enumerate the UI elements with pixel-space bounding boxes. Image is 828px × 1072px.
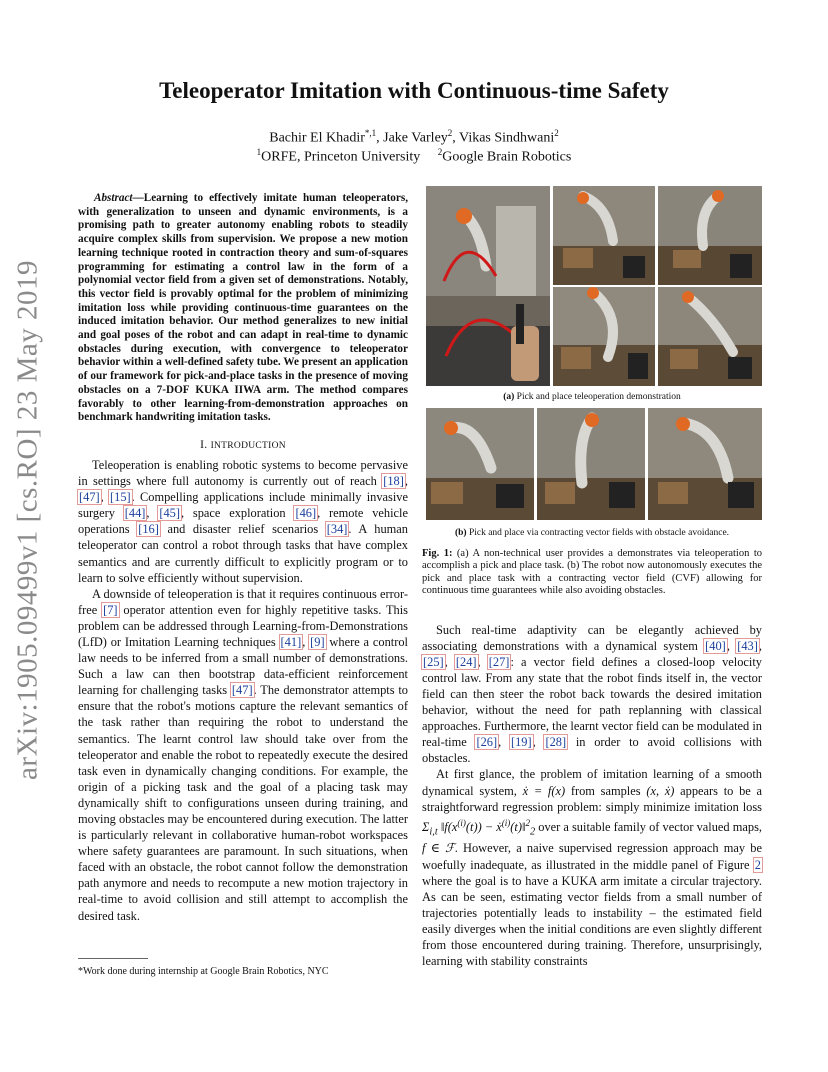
figure-1-caption <box>422 548 762 598</box>
subfig-label-a: (a) <box>503 392 515 402</box>
arxiv-sidebar <box>8 259 48 781</box>
robot-photo-b2 <box>537 408 645 520</box>
subfig-label-b: (b) <box>454 528 467 538</box>
author-list: Bachir El Khadir$^{*,1}$, Jake Varley$^2$, Vikas Sindhwani$^2$ <box>269 128 559 146</box>
abstract-lead: Abstract <box>94 192 133 204</box>
citation-link[interactable]: [40] <box>705 638 726 653</box>
teleop-photo-main <box>426 186 550 386</box>
citation-link[interactable]: [27] <box>488 654 510 669</box>
citation-link[interactable]: [18] <box>383 474 404 489</box>
citation-link[interactable]: [44] <box>124 506 146 521</box>
abstract-body: —Learning to effectively imitate human teleoperators, with generalization to unseen and dynamic environments, is a promising path to greater autonomy enabling robots to steadily acquire complex skills from supervision. We propose a new motion learning technique rooted in contraction theory and sum-of-squares programming for estimating a control law in the form of a polynomial vector field from a given set of demonstrations. Notably, this vector field is provably optimal for the problem of minimizing imitation loss while providing continuous-time guarantees on the induced imitation behavior. Our method generalizes to new initial and goal poses of the robot and can adapt in real-time to dynamic obstacles during execution, with convergence to teleoperator behavior within a well-defined safety tube. We present an application of our framework for pick-and-place tasks in the presence of moving obstacles on a 7-DOF KUKA IIWA arm. The method compares favorably to other learning-from-demonstration approaches on benchmark handwriting imitation tasks. <box>78 192 408 424</box>
citation-link[interactable]: [43] <box>737 638 758 653</box>
footnote: *Work done during internship at Google Brain Robotics, NYC <box>78 966 329 977</box>
paper-title: Teleoperator Imitation with Continuous-time Safety <box>159 78 669 103</box>
footnote-rule <box>78 958 148 959</box>
right-paragraph-2: At first glance, the problem of imitation learning of a smooth dynamical system, ẋ = f(x) from samples (x, ẋ) appears to be a straightforward regression problem: simply minimize imitation loss $\Sigma_{i,t}$ $‖f(x^{(i)}(t))$ − ẋ$^{(i)}$(t)‖$^2_2$ over a suitable family of vector valued maps, f ∈ ℱ. However, a naive supervised regression approach may be woefully inadequate, as illustrated in the middle panel of Figure 2 where the goal is to have a KUKA arm imitate a circular trajectory. As can be seen, estimating vector fields from a small number of trajectories potentially leads to instability – the estimated field easily diverges when the initial conditions are even slightly different from those encountered during training. Therefore, unsurprisingly, learning with stability constraints <box>422 767 762 969</box>
section-number: I. <box>200 438 208 451</box>
figure-link[interactable]: 2 <box>754 857 761 872</box>
subfig-caption-b: Pick and place via contracting vector fields with obstacle avoidance. <box>468 528 730 538</box>
intro-paragraph-1: Teleoperation is enabling robotic systems to become pervasive in settings where full autonomy is currently out of reach [18], [47], [15]. Compelling applications include minimally invasive surgery [44], [45], space exploration [46], remote vehicle operations [16] and disaster relief scenarios [34]. A human teleoperator can control a robot through tasks that have complex semantics and are currently difficult to explicitly program or to learn to solve efficiently without supervision. <box>78 457 408 585</box>
citation-link[interactable]: [41] <box>280 634 302 649</box>
citation-link[interactable]: [9] <box>310 634 325 649</box>
figure-label: Fig. 1: <box>422 548 453 559</box>
citation-link[interactable]: [45] <box>159 506 180 521</box>
arxiv-identifier: arXiv:1905.09499v1 [cs.RO] 23 May 2019 <box>11 259 44 781</box>
citation-link[interactable]: [7] <box>103 602 118 617</box>
citation-link[interactable]: [16] <box>138 522 159 537</box>
citation-link[interactable]: [24] <box>455 654 477 669</box>
robot-photo-b1 <box>426 408 534 520</box>
figure-1b-caption <box>422 528 762 538</box>
abstract <box>78 192 408 425</box>
right-paragraph-1: Such real-time adaptivity can be elegantly achieved by associating demonstrations with a dynamical system [40], [43], [25], [24], [27]: a vector field defines a closed-loop velocity control law. From any state that the robot finds itself in, the vector field can then steer the robot back towards the desired imitation behavior, without the need for path replanning with classical approaches. Furthermore, the learnt vector field can be modulated in real-time [26], [19], [28] in order to avoid collisions with obstacles. <box>422 622 762 766</box>
figure-1a <box>422 186 762 388</box>
citation-link[interactable]: [26] <box>476 735 498 750</box>
left-column <box>78 192 408 924</box>
citation-link[interactable]: [28] <box>545 735 567 750</box>
figure-1a-caption <box>422 392 762 402</box>
figure-1b <box>422 408 762 520</box>
robot-photo-a2 <box>658 186 762 285</box>
robot-photo-a1 <box>553 186 655 285</box>
citation-link[interactable]: [34] <box>326 522 348 537</box>
robot-photo-a4 <box>658 287 762 386</box>
citation-link[interactable]: [46] <box>295 506 317 521</box>
right-column <box>422 186 762 969</box>
citation-link[interactable]: [15] <box>110 490 131 505</box>
citation-link[interactable]: [47] <box>79 490 100 505</box>
figure-caption-text: (a) A non-technical user provides a demonstrates via teleoperation to accomplish a pick and place task. (b) The robot now autonomously executes the pick and place task with a contracting vector field (CVF) allowing for continuous time guarantees while also avoiding obstacles. <box>422 548 762 597</box>
robot-photo-a3 <box>553 287 655 386</box>
subfig-caption-a: Pick and place teleoperation demonstration <box>516 392 681 402</box>
section-title: INTRODUCTION <box>210 440 286 451</box>
citation-link[interactable]: [47] <box>231 683 253 698</box>
robot-photo-b3 <box>648 408 762 520</box>
section-heading-introduction <box>78 439 408 451</box>
citation-link[interactable]: [19] <box>510 735 532 750</box>
intro-paragraph-2: A downside of teleoperation is that it requires continuous error-free [7] operator attention even for highly repetitive tasks. This problem can be addressed through Learning-from-Demonstrations (LfD) or Imitation Learning techniques [41], [9] where a control law needs to be inferred from a small number of demonstrations. Such a law can then bootstrap data-efficient reinforcement learning for challenging tasks [47]. The demonstrator attempts to ensure that the robot's motions capture the relevant semantics of the task rather than requiring the robot to understand the semantics. The learnt control law should take over from the teleoperator and enable the robot to repeatedly execute the desired task even in dynamically changing conditions. For example, the origin of a picking task and the goal of a placing task may dynamically shift to configurations unseen during training, and moving obstacles may be encountered during execution. The latter is particularly relevant in collaborative human-robot workspaces where safety guarantees are paramount. In such situations, when faced with an obstacle, the robot cannot follow the demonstration path anymore and needs to recompute a new motion trajectory in real-time to avoid collision and still attempt to accomplish the desired task. <box>78 586 408 923</box>
affiliations: $^1$ORFE, Princeton University $^2$Google Brain Robotics <box>256 147 572 165</box>
citation-link[interactable]: [25] <box>423 654 444 669</box>
